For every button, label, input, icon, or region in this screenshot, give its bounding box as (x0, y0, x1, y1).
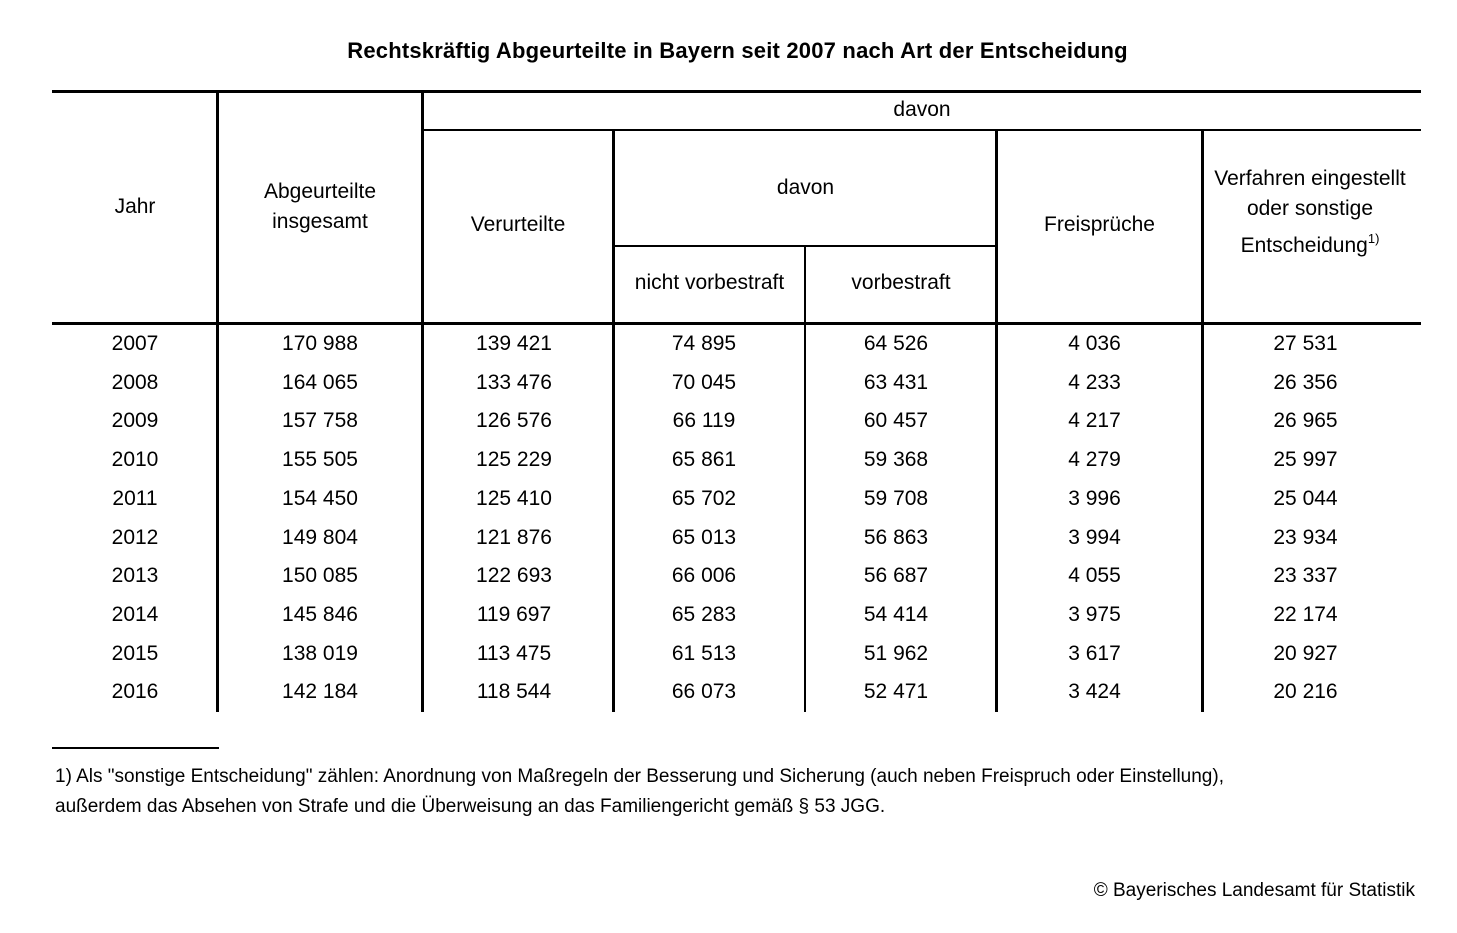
cell-freisprueche: 4 233 (1068, 370, 1121, 394)
cell-verfahren: 23 934 (1273, 525, 1338, 549)
page-title: Rechtskräftig Abgeurteilte in Bayern seit 2007 nach Art der Entscheidung (347, 38, 1128, 63)
cell-verfahren: 22 174 (1273, 602, 1338, 626)
cell-jahr: 2016 (111, 680, 159, 704)
cell-freisprueche: 4 217 (1068, 409, 1121, 433)
header-davon-top: davon (893, 98, 951, 121)
cell-nicht-vorbestraft: 65 861 (671, 448, 737, 472)
cell-freisprueche: 3 617 (1068, 641, 1121, 665)
cell-nicht-vorbestraft: 65 013 (671, 525, 737, 549)
cell-verurteilte: 118 544 (476, 680, 552, 704)
cell-freisprueche: 4 055 (1068, 564, 1121, 588)
cell-freisprueche: 3 994 (1068, 525, 1121, 549)
cell-abgeurteilte: 155 505 (282, 448, 358, 472)
cell-nicht-vorbestraft: 65 702 (671, 486, 737, 510)
cell-jahr: 2009 (111, 409, 159, 433)
header-verfahren-label: Verfahren eingestellt oder sonstige Entscheidung (1214, 167, 1406, 257)
header-verurteilte: Verurteilte (470, 213, 566, 236)
header-jahr: Jahr (114, 195, 156, 218)
cell-verfahren: 25 044 (1273, 486, 1338, 510)
header-freisprueche: Freisprüche (1044, 213, 1155, 236)
cell-verfahren: 27 531 (1273, 332, 1338, 355)
cell-abgeurteilte: 154 450 (282, 486, 358, 510)
cell-jahr: 2015 (111, 641, 159, 665)
cell-nicht-vorbestraft: 66 006 (671, 564, 737, 588)
cell-verurteilte: 121 876 (476, 525, 552, 549)
cell-nicht-vorbestraft: 61 513 (671, 641, 737, 665)
cell-vorbestraft: 63 431 (863, 370, 929, 394)
cell-abgeurteilte: 138 019 (282, 641, 358, 665)
cell-freisprueche: 3 424 (1068, 680, 1121, 704)
copyright: © Bayerisches Landesamt für Statistik (1093, 880, 1415, 901)
cell-abgeurteilte: 145 846 (282, 602, 358, 626)
cell-abgeurteilte: 164 065 (282, 370, 358, 394)
cell-verurteilte: 133 476 (476, 370, 552, 394)
cell-verfahren: 26 356 (1273, 370, 1338, 394)
cell-abgeurteilte: 150 085 (282, 564, 358, 588)
cell-jahr: 2014 (111, 602, 159, 626)
cell-verurteilte: 122 693 (476, 564, 552, 588)
header-vorbestraft: vorbestraft (851, 271, 951, 294)
cell-freisprueche: 4 279 (1068, 448, 1121, 472)
cell-nicht-vorbestraft: 70 045 (671, 370, 737, 394)
cell-vorbestraft: 56 687 (863, 564, 929, 588)
cell-jahr: 2010 (111, 448, 159, 472)
footnote (55, 762, 1435, 822)
header-nicht-vorbestraft: nicht vorbestraft (634, 271, 785, 294)
cell-verfahren: 20 927 (1273, 641, 1338, 665)
cell-abgeurteilte: 149 804 (282, 525, 358, 549)
cell-vorbestraft: 56 863 (863, 525, 929, 549)
cell-vorbestraft: 59 368 (863, 448, 929, 472)
cell-abgeurteilte: 170 988 (282, 332, 358, 355)
cell-vorbestraft: 54 414 (863, 602, 929, 626)
table-top-rule (52, 90, 1421, 93)
cell-verurteilte: 125 229 (476, 448, 552, 472)
header-verfahren (1210, 164, 1410, 261)
header-abgeurteilte: Abgeurteilte insgesamt (263, 180, 377, 233)
cell-jahr: 2008 (111, 370, 159, 394)
cell-verfahren: 26 965 (1273, 409, 1338, 433)
cell-vorbestraft: 60 457 (863, 409, 929, 433)
footnote-rule (52, 747, 219, 749)
cell-jahr: 2013 (111, 564, 159, 588)
footnote-line-2: außerdem das Absehen von Strafe und die Überweisung an das Familiengericht gemäß § 53 JGG. (55, 796, 886, 817)
cell-verurteilte: 125 410 (476, 486, 552, 510)
cell-verurteilte: 139 421 (476, 332, 552, 355)
cell-jahr: 2007 (111, 332, 159, 355)
footnote-line-1: 1) Als "sonstige Entscheidung" zählen: Anordnung von Maßregeln der Besserung und Sicherung (auch neben Freispruch oder Einstellung), (55, 766, 1224, 787)
cell-verfahren: 20 216 (1273, 680, 1338, 704)
cell-vorbestraft: 64 526 (863, 332, 929, 355)
header-davon-sub: davon (776, 176, 835, 199)
cell-verfahren: 25 997 (1273, 448, 1338, 472)
cell-jahr: 2011 (112, 486, 158, 510)
cell-nicht-vorbestraft: 65 283 (671, 602, 737, 626)
cell-verurteilte: 113 475 (476, 641, 552, 665)
cell-verurteilte: 119 697 (476, 602, 552, 626)
cell-jahr: 2012 (111, 525, 159, 549)
cell-nicht-vorbestraft: 66 073 (671, 680, 737, 704)
cell-freisprueche: 3 996 (1068, 486, 1121, 510)
cell-verurteilte: 126 576 (476, 409, 552, 433)
cell-vorbestraft: 51 962 (863, 641, 929, 665)
cell-abgeurteilte: 142 184 (282, 680, 358, 704)
cell-freisprueche: 3 975 (1068, 602, 1121, 626)
cell-nicht-vorbestraft: 66 119 (672, 409, 736, 433)
footnote-marker: 1) (1367, 231, 1380, 246)
davon-rule (422, 129, 1421, 131)
cell-vorbestraft: 52 471 (863, 680, 929, 704)
cell-vorbestraft: 59 708 (863, 486, 929, 510)
cell-verfahren: 23 337 (1273, 564, 1338, 588)
cell-freisprueche: 4 036 (1068, 332, 1121, 355)
cell-nicht-vorbestraft: 74 895 (671, 332, 737, 355)
cell-abgeurteilte: 157 758 (282, 409, 358, 433)
